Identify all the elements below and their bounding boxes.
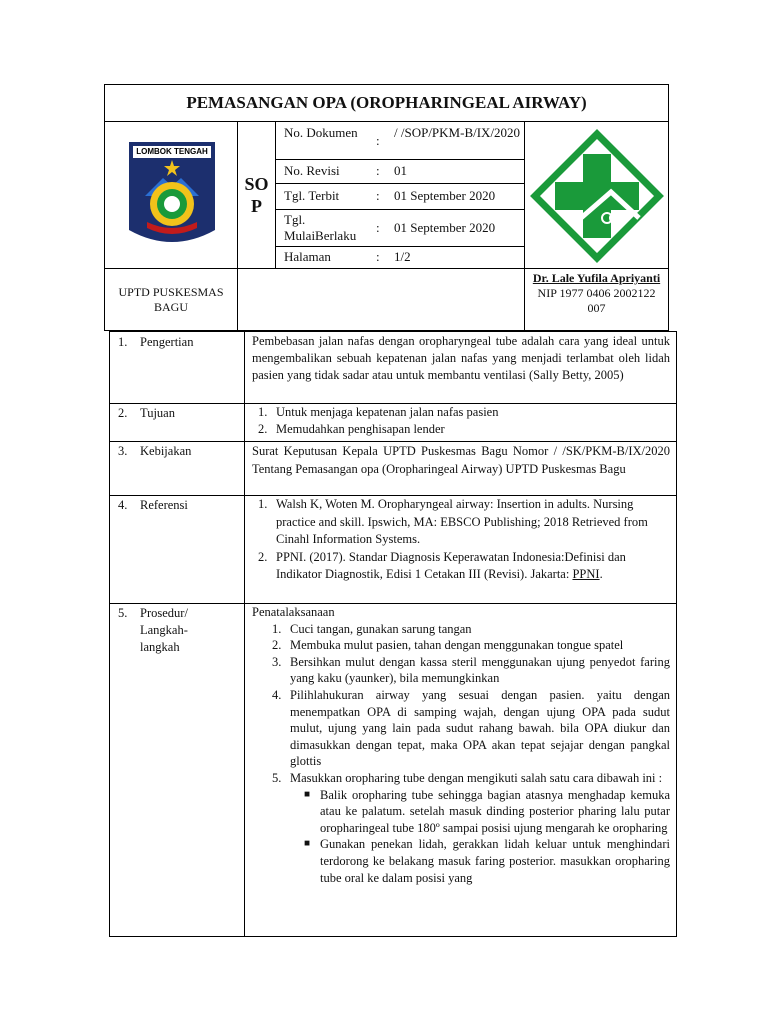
item-number: 2. — [258, 549, 268, 564]
page-title: PEMASANGAN OPA (OROPHARINGEAL AIRWAY) — [104, 84, 669, 122]
unit-text: UPTD PUSKESMAS BAGU — [118, 284, 224, 314]
puskesmas-logo-cell — [524, 121, 669, 269]
procedure-bullet — [298, 836, 670, 886]
signer-name: Dr. Lale Yufila Apriyanti — [532, 271, 661, 285]
item-number: 1. — [258, 405, 268, 419]
item-text: Membuka mulut pasien, tahan dengan menggunakan tongue spatel — [290, 638, 624, 653]
signature-block — [524, 268, 669, 331]
sop-body-table — [109, 331, 677, 937]
item-number: 2. — [272, 638, 282, 653]
meta-row-page — [276, 246, 524, 268]
document-meta — [275, 121, 525, 269]
item-tail: . — [599, 567, 603, 581]
unit-name — [104, 268, 238, 331]
meta-label: Tgl. MulaiBerlaku — [284, 212, 357, 243]
item-text: Pilihlahukuran airway yang sesuai dengan pasien. yaitu dengan menempatkan OPA di samping wajah, dengan ujung OPA pada sudut mulut, ujung yang lain pada sudut rahang bawah. bila OPA diukur dan dimasukkan dengan tepat, maka OPA akan tepat sejajar dengan pangkal glottis — [290, 687, 670, 769]
ppni-link[interactable]: PPNI — [572, 567, 600, 581]
meta-row-effective-date — [276, 209, 524, 247]
procedure-intro: Penatalaksanaan — [252, 605, 335, 619]
section-number: 3. — [118, 444, 128, 458]
section-label — [110, 495, 245, 603]
puskesmas-cross-logo — [525, 122, 670, 270]
meta-row-document-number — [276, 122, 524, 160]
item-text: Masukkan oropharing tube dengan mengikuti salah satu cara dibawah ini : — [290, 770, 663, 785]
section-number: 2. — [118, 406, 128, 420]
item-number: 3. — [272, 654, 282, 669]
list-item — [252, 549, 670, 584]
meta-value: 1/2 — [394, 249, 411, 264]
section-label — [110, 403, 245, 441]
logo-text: LOMBOK TENGAH — [136, 147, 208, 156]
meta-separator: : — [376, 163, 380, 178]
bullet-text: Balik oropharing tube sehingga bagian atasnya menghadap kemuka atau ke palatum. setelah masuk dinding posterior pharing lalu putar oropharingeal tube 180º sampai posisi ujung mengarah ke oropharing — [320, 787, 670, 835]
sop-label — [237, 121, 276, 269]
section-name: Referensi — [140, 498, 188, 512]
list-item — [252, 421, 670, 438]
meta-value: 01 September 2020 — [394, 220, 496, 235]
section-content — [252, 496, 670, 584]
meta-label: No. Dokumen — [284, 125, 358, 140]
bullet-square-icon: ■ — [304, 838, 311, 850]
section-name: Kebijakan — [140, 444, 192, 458]
meta-label: Halaman — [284, 249, 331, 264]
meta-row-issue-date — [276, 183, 524, 210]
section-text: Surat Keputusan Kepala UPTD Puskesmas Bagu Nomor / /SK/PKM-B/IX/2020 Tentang Pemasangan opa (Oropharingeal Airway) UPTD Puskesmas Bagu — [252, 444, 670, 476]
meta-separator: : — [376, 188, 380, 203]
procedure-step — [266, 637, 670, 654]
section-number: 5. — [118, 606, 128, 620]
section-prosedur — [110, 603, 676, 936]
section-content — [252, 604, 670, 886]
sop-text: SO P — [244, 174, 269, 216]
item-text: Untuk menjaga kepatenan jalan nafas pasien — [276, 405, 499, 419]
item-number: 4. — [272, 687, 282, 702]
section-name: Tujuan — [140, 406, 175, 420]
item-text: PPNI. (2017). Standar Diagnosis Keperawatan Indonesia:Definisi dan Indikator Diagnostik, Edisi 1 Cetakan III (Revisi). Jakarta: — [276, 549, 626, 581]
meta-value: 01 — [394, 163, 407, 178]
section-content — [252, 404, 670, 438]
item-number: 1. — [258, 497, 268, 511]
section-label — [110, 603, 245, 936]
item-text: Cuci tangan, gunakan sarung tangan — [290, 621, 472, 636]
procedure-step — [266, 621, 670, 638]
procedure-step — [266, 770, 670, 886]
item-number: 1. — [272, 621, 282, 636]
section-name: Pengertian — [140, 335, 194, 349]
item-number: 5. — [272, 770, 282, 785]
list-item — [252, 404, 670, 421]
section-number: 1. — [118, 335, 128, 349]
section-name: Prosedur/ Langkah-langkah — [140, 606, 188, 654]
meta-row-revision — [276, 159, 524, 184]
section-label — [110, 441, 245, 495]
item-number: 2. — [258, 422, 268, 436]
procedure-bullet — [298, 787, 670, 837]
signer-nip: NIP 1977 0406 2002122 007 — [537, 286, 656, 315]
section-kebijakan — [110, 441, 676, 496]
procedure-step — [266, 687, 670, 770]
section-number: 4. — [118, 498, 128, 512]
meta-value: 01 September 2020 — [394, 188, 496, 203]
item-text: Walsh K, Woten M. Oropharyngeal airway: Insertion in adults. Nursing practice and skill. Ipswich, MA: EBSCO Publishing; 2018 Retrieved from Cinahl Information Systems. — [276, 497, 648, 546]
section-label — [110, 332, 245, 403]
item-text: Bersihkan mulut dengan kassa steril menggunakan ujung penyedot faring yang kaku (yaunker), bila memungkinkan — [290, 654, 670, 686]
section-tujuan — [110, 403, 676, 442]
section-pengertian — [110, 332, 676, 404]
meta-separator: : — [376, 133, 380, 148]
list-item — [252, 496, 670, 549]
bullet-text: Gunakan penekan lidah, gerakkan lidah keluar untuk menghindari terdorong ke belakang masuk faring posterior. masukkan oropharing tube oral ke dalam posisi yang — [320, 837, 670, 885]
bullet-square-icon: ■ — [304, 788, 311, 800]
meta-separator: : — [376, 249, 380, 264]
item-text: Memudahkan penghisapan lender — [276, 422, 445, 436]
section-text: Pembebasan jalan nafas dengan oropharyngeal tube adalah cara yang ideal untuk mengembalikan sebuah kepatenan jalan nafas yang menjadi terlambat oleh lidah pasien yang tidak sadar atau untuk membantu ventilasi (Sally Betty, 2005) — [252, 334, 670, 382]
logo-cell — [104, 121, 238, 269]
section-referensi — [110, 495, 676, 604]
meta-label: Tgl. Terbit — [284, 188, 340, 203]
blank-cell — [237, 268, 525, 331]
meta-separator: : — [376, 220, 380, 235]
meta-label: No. Revisi — [284, 163, 340, 178]
procedure-step — [266, 654, 670, 687]
meta-value: / /SOP/PKM-B/IX/2020 — [394, 125, 521, 140]
lombok-tengah-logo — [105, 122, 239, 270]
